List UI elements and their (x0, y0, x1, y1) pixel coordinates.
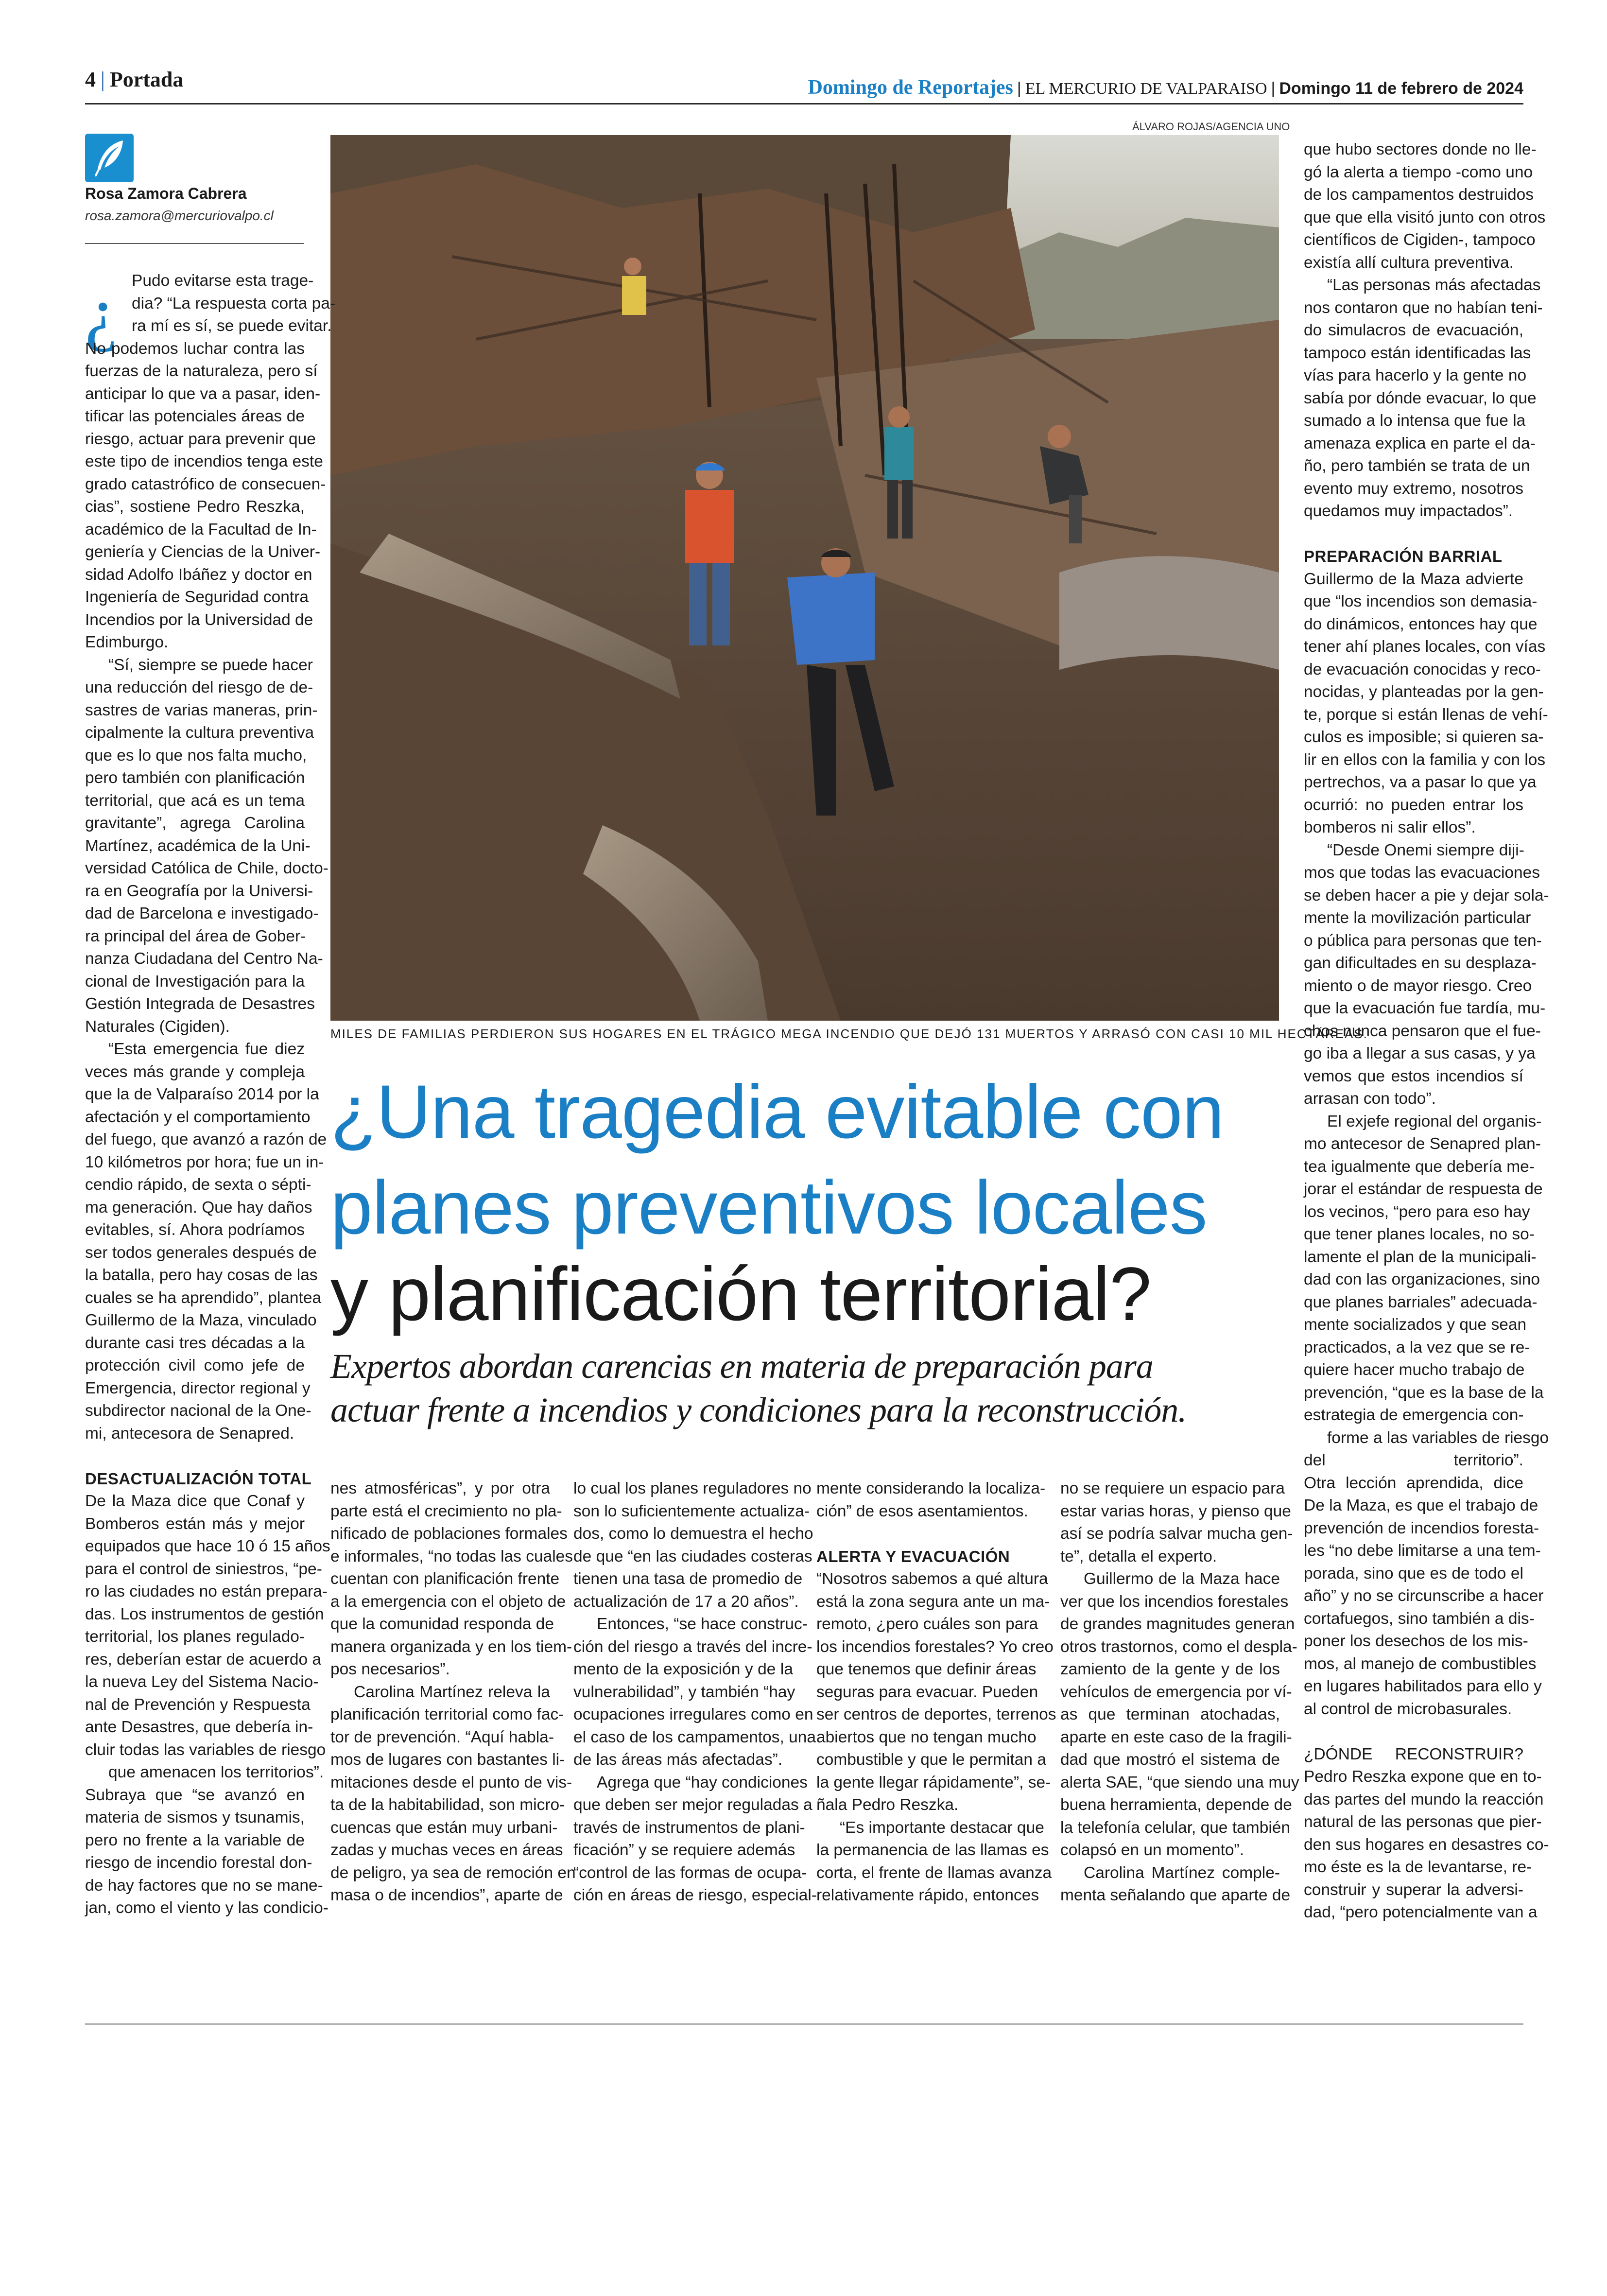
article-line: chos nunca pensaron que el fue- (1304, 1022, 1541, 1040)
article-line: fuerzas de la naturaleza, pero sí (85, 362, 318, 380)
article-line: así se podría salvar mucha gen- (1060, 1525, 1293, 1543)
article-line: manera organizada y en los tiem- (330, 1637, 572, 1656)
section-subhead: ALERTA Y EVACUACIÓN (816, 1547, 1010, 1565)
article-line: Carolina Martínez comple- (1084, 1863, 1280, 1882)
article-line: mente considerando la localiza- (816, 1479, 1046, 1497)
article-line: dad con las organizaciones, sino (1304, 1270, 1540, 1288)
article-line: res, deberían estar de acuerdo a (85, 1650, 322, 1669)
paragraph-gap (816, 1523, 1036, 1546)
article-line: que la de Valparaíso 2014 por la (85, 1085, 319, 1103)
article-line: bomberos ni salir ellos”. (1304, 818, 1476, 836)
article-line: gan dificultades en su desplaza- (1304, 954, 1537, 972)
article-line: culos es imposible; si quieren sa- (1304, 728, 1544, 746)
article-line: pertrechos, va a pasar lo que ya (1304, 773, 1537, 791)
article-line: que tener planes locales, no so- (1304, 1225, 1535, 1243)
article-line: planificación territorial como fac- (330, 1705, 564, 1723)
article-line: Carolina Martínez releva la (354, 1683, 550, 1701)
article-line: son lo suficientemente actualiza- (573, 1502, 810, 1520)
article-line: subdirector nacional de la One- (85, 1402, 311, 1420)
article-line: Gestión Integrada de Desastres (85, 995, 315, 1013)
article-line: amenaza explica en parte el da- (1304, 434, 1536, 452)
deck-line-1: Expertos abordan carencias en materia de preparación para (330, 1347, 1153, 1386)
article-line: estrategia de emergencia con- (1304, 1406, 1524, 1424)
article-line: nocidas, y planteadas por la gen- (1304, 683, 1544, 701)
article-line: ción en áreas de riesgo, especial- (573, 1886, 817, 1904)
article-line: del territorio”. (1304, 1451, 1523, 1469)
article-line: vías para hacerlo y la gente no (1304, 366, 1527, 384)
article-line: jorar el estándar de respuesta de (1304, 1180, 1543, 1198)
article-line: anticipar lo que va a pasar, iden- (85, 384, 321, 403)
article-line: ta de la habitabilidad, son micro- (330, 1796, 565, 1814)
article-line: de que “en las ciudades costeras (573, 1547, 812, 1565)
article-line: tea igualmente que debería me- (1304, 1157, 1535, 1176)
article-line: ¿DÓNDE RECONSTRUIR? (1304, 1745, 1523, 1763)
article-line: no se requiere un espacio para (1060, 1479, 1285, 1497)
article-line: ma generación. Que hay daños (85, 1198, 312, 1217)
article-line: Bomberos están más y mejor (85, 1514, 305, 1533)
article-line: ra en Geografía por la Universi- (85, 882, 313, 900)
article-column-6 (1304, 139, 1549, 1924)
article-line: ción del riesgo a través del incre- (573, 1637, 812, 1656)
article-line: No podemos luchar contra las (85, 339, 305, 358)
article-line: De la Maza, es que el trabajo de (1304, 1496, 1538, 1514)
article-line: forme a las variables de riesgo (1327, 1428, 1549, 1447)
article-line: tener ahí planes locales, con vías (1304, 638, 1546, 656)
paragraph-gap (1304, 1721, 1523, 1743)
article-line: este tipo de incendios tenga este (85, 452, 323, 470)
article-line: través de instrumentos de plani- (573, 1818, 805, 1837)
article-line: mento de la exposición y de la (573, 1660, 793, 1678)
article-line: les “no debe limitarse a una tem- (1304, 1542, 1541, 1560)
article-line: académico de la Facultad de In- (85, 520, 317, 539)
article-line: Emergencia, director regional y (85, 1379, 311, 1397)
article-line: lo cual los planes reguladores no (573, 1479, 812, 1497)
article-line: riesgo, actuar para prevenir que (85, 430, 316, 448)
article-line: mo antecesor de Senapred plan- (1304, 1135, 1541, 1153)
section-name: Portada (109, 68, 184, 91)
article-line: de grandes magnitudes generan (1060, 1615, 1295, 1633)
article-line: e informales, “no todas las cuales (330, 1547, 573, 1565)
article-line: ño, pero también se trata de un (1304, 457, 1530, 475)
article-line: menta señalando que aparte de (1060, 1886, 1291, 1904)
headline-line-1: ¿Una tragedia evitable con (330, 1070, 1224, 1154)
article-line: de las áreas más afectadas”. (573, 1751, 783, 1769)
article-line: prevención de incendios foresta- (1304, 1519, 1539, 1537)
article-line: una reducción del riesgo de de- (85, 678, 313, 696)
article-line: cluir todas las variables de riesgo (85, 1740, 326, 1759)
article-line: mente socializados y que sean (1304, 1316, 1527, 1334)
article-line: dia? “La respuesta corta pa- (132, 294, 335, 313)
article-line: cuales se ha aprendido”, plantea (85, 1288, 322, 1307)
article-line: nificado de poblaciones formales (330, 1525, 568, 1543)
article-line: los vecinos, “pero para eso hay (1304, 1202, 1530, 1221)
article-line: remoto, ¿pero cuáles son para (816, 1615, 1038, 1633)
article-line: mi, antecesora de Senapred. (85, 1424, 294, 1443)
article-line: que es lo que nos falta mucho, (85, 746, 307, 765)
article-line: Edimburgo. (85, 633, 169, 651)
article-line: cional de Investigación para la (85, 972, 305, 991)
article-line: parte está el crecimiento no pla- (330, 1502, 562, 1520)
article-line: “control de las formas de ocupa- (573, 1863, 807, 1882)
article-line: Subraya que “se avanzó en (85, 1786, 305, 1804)
article-line: ante Desastres, que debería in- (85, 1718, 313, 1736)
article-line: das partes del mundo la reacción (1304, 1790, 1544, 1809)
article-line: actualización de 17 a 20 años”. (573, 1592, 799, 1611)
page-number: 4 (85, 68, 96, 91)
article-line: dos, como lo demuestra el hecho (573, 1525, 813, 1543)
article-line: porada, sino que es de todo el (1304, 1564, 1523, 1583)
photo-caption: MILES DE FAMILIAS PERDIERON SUS HOGARES EN EL TRÁGICO MEGA INCENDIO QUE DEJÓ 131 MUERTOS Y ARRASÓ CON CASI 10 MIL HECTÁREAS. (330, 1026, 1368, 1041)
article-line: masa o de incendios”, aparte de (330, 1886, 563, 1904)
article-line: año” y no se circunscribe a hacer (1304, 1587, 1544, 1605)
article-line: al control de microbasurales. (1304, 1700, 1512, 1718)
article-line: ción” de esos asentamientos. (816, 1502, 1028, 1520)
article-line: “Las personas más afectadas (1327, 276, 1541, 294)
article-line: te, porque si están llenas de vehí- (1304, 705, 1548, 724)
article-line: “Es importante destacar que (840, 1818, 1044, 1837)
article-line: nanza Ciudadana del Centro Na- (85, 950, 323, 968)
article-line: del fuego, que avanzó a razón de (85, 1131, 327, 1148)
article-line: pero no frente a la variable de (85, 1831, 305, 1849)
article-line: versidad Católica de Chile, docto- (85, 859, 328, 877)
article-line: vemos que estos incendios sí (1304, 1067, 1523, 1085)
article-line: ro las ciudades no están prepara- (85, 1583, 328, 1600)
headline-line-3: y planificación territorial? (330, 1252, 1151, 1337)
article-line: natural de las personas que pier- (1304, 1813, 1542, 1831)
article-column-5 (1060, 1478, 1299, 1907)
article-line: mos que todas las evacuaciones (1304, 864, 1540, 882)
article-line: abiertos que no tengan mucho (816, 1728, 1037, 1746)
article-line: durante casi tres décadas a la (85, 1334, 305, 1352)
article-line: te”, detalla el experto. (1060, 1547, 1217, 1565)
article-line: protección civil como jefe de (85, 1357, 305, 1374)
deck-line-2: actuar frente a incendios y condiciones para la reconstrucción. (330, 1391, 1187, 1429)
article-line: ocupaciones irregulares como en (573, 1705, 813, 1723)
article-line: nos contaron que no habían teni- (1304, 298, 1543, 317)
article-line: está la zona segura ante un ma- (816, 1592, 1050, 1611)
article-column-4 (816, 1478, 1056, 1907)
paragraph-gap (85, 1445, 305, 1468)
author-divider (85, 243, 304, 244)
article-column-1 (85, 270, 335, 1920)
article-line: prevención, “que es la base de la (1304, 1383, 1544, 1402)
article-line: Incendios por la Universidad de (85, 610, 313, 629)
article-line: 10 kilómetros por hora; fue un in- (85, 1153, 324, 1171)
article-line: mente la movilización particular (1304, 909, 1531, 927)
article-line: a la emergencia con el objeto de (330, 1592, 566, 1611)
article-line: materia de sismos y tsunamis, (85, 1809, 305, 1826)
section-subhead: PREPARACIÓN BARRIAL (1304, 547, 1503, 565)
article-line: de los campamentos destruidos (1304, 186, 1534, 204)
article-line: estar varias horas, y pienso que (1060, 1502, 1291, 1520)
article-line: afectación y el comportamiento (85, 1108, 311, 1126)
quill-icon (85, 134, 134, 182)
article-line: Martínez, académica de la Uni- (85, 836, 311, 855)
article-line: alerta SAE, “que siendo una muy (1060, 1773, 1299, 1792)
page-header-left: 4 | Portada (85, 68, 184, 91)
article-line: cuencas que están muy urbani- (330, 1818, 558, 1837)
article-column-2 (330, 1478, 576, 1907)
article-line: ra mí es sí, se puede evitar. (132, 317, 332, 335)
article-line: ser centros de deportes, terrenos (816, 1705, 1056, 1723)
article-line: poner los desechos de los mis- (1304, 1632, 1528, 1650)
article-line: la nueva Ley del Sistema Nacio- (85, 1673, 319, 1691)
article-line: la gente llegar rápidamente”, se- (816, 1773, 1051, 1792)
article-line: veces más grande y compleja (85, 1062, 305, 1081)
article-line: do simulacros de evacuación, (1304, 321, 1523, 339)
article-line: “Nosotros sabemos a qué altura (816, 1570, 1048, 1588)
article-line: tienen una tasa de promedio de (573, 1570, 803, 1588)
article-line: existía allí cultura preventiva. (1304, 253, 1514, 272)
article-line: cendio rápido, de sexta o sépti- (85, 1176, 311, 1194)
article-line: Ingeniería de Seguridad contra (85, 588, 309, 606)
article-line: zamiento de la gente y de los (1060, 1660, 1280, 1678)
article-line: Guillermo de la Maza, vinculado (85, 1311, 317, 1329)
article-line: que amenacen los territorios”. (108, 1763, 324, 1781)
article-line: relativamente rápido, entonces (816, 1886, 1039, 1904)
article-line: grado catastrófico de consecuen- (85, 475, 326, 493)
article-line: científicos de Cigiden-, tampoco (1304, 231, 1536, 249)
article-line: mos de lugares con bastantes li- (330, 1751, 565, 1769)
article-line: o pública para personas que ten- (1304, 931, 1542, 950)
article-line: Entonces, “se hace construc- (597, 1615, 808, 1633)
article-line: vehículos de emergencia por ví- (1060, 1683, 1292, 1701)
article-column-3 (573, 1478, 817, 1907)
article-line: sidad Adolfo Ibáñez y doctor en (85, 565, 312, 584)
article-line: seguras para evacuar. Pueden (816, 1683, 1038, 1701)
article-line: El exjefe regional del organis- (1327, 1112, 1542, 1131)
article-line: que planes barriales” adecuada- (1304, 1293, 1538, 1311)
article-line: construir y superar la adversi- (1304, 1880, 1523, 1899)
article-line: Guillermo de la Maza hace (1084, 1570, 1280, 1588)
article-line: que la evacuación fue tardía, mu- (1304, 999, 1546, 1017)
article-line: ra principal del área de Gober- (85, 927, 306, 945)
article-line: De la Maza dice que Conaf y (85, 1492, 305, 1510)
article-line: ficación” y se requiere además (573, 1841, 795, 1859)
article-line: de hay factores que no se mane- (85, 1876, 323, 1895)
publication-name: EL MERCURIO DE VALPARAISO (1025, 80, 1267, 98)
article-line: ocurrió: no pueden entrar los (1304, 796, 1523, 814)
article-line: Otra lección aprendida, dice (1304, 1474, 1523, 1492)
page-header-right: Domingo de Reportajes | EL MERCURIO DE VALPARAISO | Domingo 11 de febrero de 2024 (808, 76, 1523, 99)
article-line: den sus hogares en desastres co- (1304, 1835, 1549, 1854)
article-line: evitables, sí. Ahora podríamos (85, 1221, 305, 1239)
supplement-name: Domingo de Reportajes (808, 76, 1013, 99)
article-line: para el control de siniestros, “pe- (85, 1560, 322, 1578)
article-line: de peligro, ya sea de remoción en (330, 1863, 576, 1882)
article-line: dad que mostró el sistema de (1060, 1751, 1280, 1769)
article-line: la permanencia de las llamas es (816, 1841, 1049, 1859)
author-email[interactable]: rosa.zamora@mercuriovalpo.cl (85, 208, 274, 223)
article-line: en lugares habilitados para ello y (1304, 1677, 1542, 1695)
headline-line-2: planes preventivos locales (330, 1165, 1207, 1250)
article-line: “Esta emergencia fue diez (108, 1040, 305, 1058)
article-line: los incendios forestales? Yo creo (816, 1637, 1054, 1656)
article-line: lir en ellos con la familia y con los (1304, 750, 1546, 769)
article-line: lamente el plan de la municipali- (1304, 1248, 1537, 1266)
article-line: mo éste es la de levantarse, re- (1304, 1858, 1532, 1876)
article-line: sastres de varias maneras, prin- (85, 701, 318, 719)
article-line: gó la alerta a tiempo -como uno (1304, 163, 1533, 181)
footer-rule (85, 2023, 1523, 2025)
article-line: de evacuación conocidas y reco- (1304, 660, 1541, 678)
article-line: do dinámicos, entonces hay que (1304, 615, 1538, 633)
article-line: zadas y muchas veces en áreas (330, 1841, 563, 1859)
publication-date: Domingo 11 de febrero de 2024 (1279, 79, 1523, 98)
article-line: cias”, sostiene Pedro Reszka, (85, 498, 305, 516)
article-line: tor de prevención. “Aquí habla- (330, 1728, 554, 1746)
paragraph-gap (1304, 523, 1523, 546)
article-line: ñala Pedro Reszka. (816, 1796, 959, 1814)
article-line: cortafuegos, sino también a dis- (1304, 1609, 1535, 1628)
article-line: el caso de los campamentos, una (573, 1728, 816, 1746)
article-line: colapsó en un momento”. (1060, 1841, 1244, 1859)
article-line: Pedro Reszka expone que en to- (1304, 1768, 1542, 1786)
article-line: que la comunidad responda de (330, 1615, 554, 1633)
article-line: pos necesarios”. (330, 1660, 450, 1678)
article-line: quiere hacer mucho trabajo de (1304, 1361, 1525, 1379)
article-line: Pudo evitarse esta trage- (132, 272, 314, 290)
article-line: “Sí, siempre se puede hacer (108, 656, 313, 674)
article-line: evento muy extremo, nosotros (1304, 479, 1523, 498)
author-name: Rosa Zamora Cabrera (85, 185, 247, 202)
article-line: buena herramienta, depende de (1060, 1796, 1292, 1814)
section-subhead: DESACTUALIZACIÓN TOTAL (85, 1469, 312, 1488)
article-line: aparte en este caso de la fragili- (1060, 1728, 1292, 1746)
article-line: geniería y Ciencias de la Univer- (85, 543, 321, 561)
article-line: que tenemos que definir áreas (816, 1660, 1037, 1678)
article-line: sabía por dónde evacuar, lo que (1304, 389, 1537, 407)
article-line: nal de Prevención y Respuesta (85, 1695, 311, 1714)
article-line: quedamos muy impactados”. (1304, 502, 1513, 520)
article-line: nes atmosféricas”, y por otra (330, 1479, 550, 1497)
article-line: territorial, los planes regulado- (85, 1628, 305, 1646)
article-line: ser todos generales después de (85, 1243, 317, 1262)
article-line: das. Los instrumentos de gestión (85, 1605, 324, 1623)
article-line: combustible y que le permitan a (816, 1751, 1046, 1769)
fire-aftermath-photo (330, 135, 1279, 1021)
article-line: mos, al manejo de combustibles (1304, 1654, 1537, 1673)
article-line: la batalla, pero hay cosas de las (85, 1266, 318, 1284)
article-line: Agrega que “hay condiciones (597, 1773, 808, 1792)
article-line: que hubo sectores donde no lle- (1304, 140, 1537, 158)
article-line: se deben hacer a pie y dejar sola- (1304, 886, 1549, 904)
article-line: dad de Barcelona e investigado- (85, 904, 319, 922)
article-line: as que terminan atochadas, (1060, 1705, 1280, 1723)
article-line: sumado a lo intensa que fue la (1304, 412, 1526, 430)
article-line: mitaciones desde el punto de vis- (330, 1773, 572, 1792)
article-line: arrasan con todo”. (1304, 1090, 1436, 1108)
article-line: Guillermo de la Maza advierte (1304, 570, 1523, 588)
article-line: pero también con planificación (85, 769, 305, 787)
article-line: gravitante”, agrega Carolina (85, 814, 305, 832)
article-line: miento o de mayor riesgo. Creo (1304, 976, 1532, 995)
article-line: territorial, que acá es un tema (85, 791, 305, 810)
article-line: corta, el frente de llamas avanza (816, 1863, 1052, 1882)
article-line: Naturales (Cigiden). (85, 1017, 230, 1036)
article-line: jan, como el viento y las condicio- (85, 1899, 328, 1917)
article-line: otros trastornos, como el despla- (1060, 1637, 1297, 1656)
article-line: la telefonía celular, que también (1060, 1818, 1291, 1837)
article-line: cuentan con planificación frente (330, 1570, 560, 1588)
article-line: practicados, a la vez que se re- (1304, 1338, 1530, 1357)
article-line: que deben ser mejor reguladas a (573, 1796, 812, 1814)
article-line: tificar las potenciales áreas de (85, 407, 305, 425)
article-line: “Desde Onemi siempre diji- (1327, 841, 1524, 859)
article-line: tampoco están identificadas las (1304, 344, 1531, 362)
article-line: cipalmente la cultura preventiva (85, 724, 314, 742)
drop-cap: ¿ (85, 272, 118, 353)
article-line: vulnerabilidad”, y también “hay (573, 1683, 795, 1701)
article-line: que que ella visitó junto con otros (1304, 208, 1546, 226)
article-line: que “los incendios son demasia- (1304, 592, 1538, 610)
article-line: ver que los incendios forestales (1060, 1592, 1289, 1611)
photo-credit: ÁLVARO ROJAS/AGENCIA UNO (1132, 121, 1290, 133)
article-line: go iba a llegar a sus casas, y ya (1304, 1044, 1536, 1062)
header-rule (85, 103, 1523, 104)
article-line: equipados que hace 10 ó 15 años (85, 1537, 330, 1555)
article-line: riesgo de incendio forestal don- (85, 1854, 312, 1872)
article-line: dad, “pero potencialmente van a (1304, 1903, 1538, 1921)
